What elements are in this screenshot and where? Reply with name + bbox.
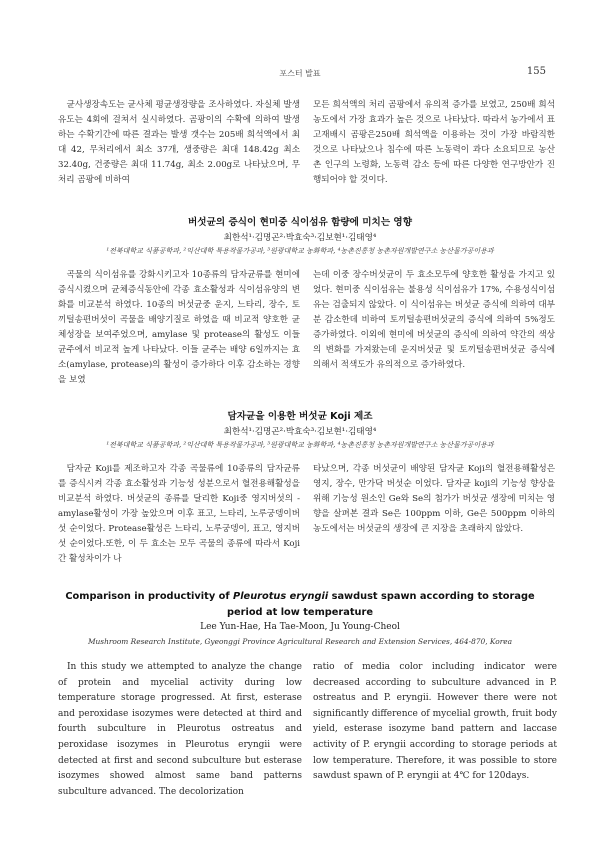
article2-right-column xyxy=(313,462,555,570)
article2-left-column xyxy=(58,462,300,570)
article3-authors: Lee Yun-Hae, Ha Tae-Moon, Ju Young-Cheol xyxy=(200,622,400,632)
top-right-column xyxy=(313,98,555,190)
article3-affiliation: Mushroom Research Institute, Gyeonggi Province Agricultural Research and Extension Services, 464-870, Korea xyxy=(87,637,513,646)
article3-left-paragraph: In this study we attempted to analyze the change of protein and mycelial activity during low temperature storage progressed. At first, esterase and peroxidase isozymes were detected at third and fourth subculture in Pleurotus ostreatus and peroxidase isozymes in Pleurotus eryngii were detected at first and second subculture but esterase isozymes showed almost same band patterns subculture advanced. The decolorization xyxy=(58,662,302,797)
article2-left-paragraph: 담자균 Koji를 제조하고자 각종 곡물류에 10종류의 담자균류를 증식시켜 각종 효소활성과 기능성 성분으로서 혈전용해활성을 비교분석 하였다. 버섯균의 종류를 달리한 Koji중 영지버섯의 -amylase활성이 가장 높았으며 이후 표고, 느타리, 노루궁뎅이버섯 순이었다. Protease활성은 느타리, 노루궁뎅이, 표고, 영지버섯 순이었다.또한, 이 두 효소는 모두 곡물의 종류에 따라서 Koji간 활성차이가 나 xyxy=(58,464,300,564)
top-left-column xyxy=(58,98,300,190)
top-right-paragraph: 모든 희석액의 처리 곰팡에서 유의적 증가를 보였고, 250배 희석농도에서 가장 효과가 높은 것으로 나타났다. 따라서 농가에서 표고재배시 곰팡은250배 희석액을 이용하는 것이 가장 바람직한 것으로 나타났으나 침수에 따른 노동력이 과다 소요되므로 농산촌 인구의 노령화, 노동력 감소 등에 따른 다양한 연구방안가 진행되어야 할 것이다. xyxy=(313,100,555,185)
top-left-paragraph: 균사생장속도는 균사체 평균생장량을 조사하였다. 자실체 발생유도는 4회에 걸쳐서 실시하였다. 곰팡이의 수확에 의하여 발생하는 수확기간에 따른 결과는 발생 갯수는 205배 희석액에서 최대 42, 무처리에서 최소 37개, 생중량은 최대 148.42g 최소 32.40g, 건중량은 최대 11.74g, 최소 2.00g로 나타났으며, 무처리 곰팡에 비하여 xyxy=(58,100,300,185)
article1-authors: 최한석¹·김명곤²·박효숙³·김보현¹·김태영⁴ xyxy=(223,233,377,243)
article2-title: 담자균을 이용한 버섯균 Koji 제조 xyxy=(227,411,373,422)
article3-title xyxy=(60,589,540,621)
article2-right-paragraph: 타났으며, 각종 버섯균이 배양된 담자균 Koji의 혈전용해활성은 영지, 장수, 만가닥 버섯순 이었다. 담자균 koji의 기능성 향상을 위해 기능성 원소인 Ge와 Se의 첨가가 버섯균 생장에 미치는 영향을 살펴본 결과 Se은 100ppm 이하, Ge은 500ppm 이하의 농도에서는 버섯균의 생장에 큰 지장을 초래하지 않았다. xyxy=(313,464,555,534)
article3-left-column xyxy=(58,660,302,800)
article1-left-paragraph: 곡물의 식이섬유를 강화시키고자 10종류의 담자균류를 현미에 증식시켰으며 균체증식동안에 각종 효소활성과 식이섬유양의 변화를 비교분석 하였다. 10종의 버섯균중 운지, 느타리, 장수, 토끼털송편버섯이 곡물을 배양기질로 하였을 때 비교적 양호한 균체성장을 보여주었으며, amylase 및 protease의 활성도 이들 균주에서 비교적 높게 나타났다. 이들 균주는 배양 6일까지는 효소(amylase, protease)의 활성이 증가하다 이후 감소하는 경향을 보였 xyxy=(58,270,300,385)
article1-right-column xyxy=(313,268,555,376)
article3-right-paragraph: ratio of media color including indicator were decreased according to subculture advanced in P. ostreatus and P. eryngii. However there were not significantly difference of mycelial growth, fruit body yield, esterase isozyme band pattern and laccase activity of P. eryngii according to storage periods at low temperature. Therefore, it was possible to store sawdust spawn of P. eryngii at 4℃ for 120days. xyxy=(313,662,557,782)
article3-title-species: Pleurotus eryngii xyxy=(233,591,329,602)
article2-affiliation: ¹전북대학교 식품공학과, ²익산대학 특용작물가공과, ³원광대학교 농화학과, ⁴농촌진흥청 농촌자원개발연구소 농산물가공이용과 xyxy=(106,441,494,449)
article3-right-column xyxy=(313,660,557,800)
article1-affiliation: ¹전북대학교 식품공학과, ²익산대학 특용작물가공과, ³원광대학교 농화학과, ⁴농촌진흥청 농촌자원개발연구소 농산물가공이용과 xyxy=(106,247,494,255)
page-number: 155 xyxy=(526,66,546,77)
article1-left-column xyxy=(58,268,300,385)
running-title: 포스터 발표 xyxy=(279,69,321,78)
article1-title: 버섯균의 증식이 현미중 식이섬유 함량에 미치는 영향 xyxy=(188,217,412,228)
article3-title-end: sawdust spawn according to storage period at low temperature xyxy=(226,591,535,618)
article3-title-start: Comparison in productivity of xyxy=(65,591,234,602)
article1-right-paragraph: 는데 이중 장수버섯균이 두 효소모두에 양호한 활성을 가지고 있었다. 현미중 식이섬유는 불용성 식이섬유가 17%, 수용성식이섬유는 검출되지 않았다. 이 식이섬유는 버섯균 증식에 의하여 대부분 감소한데 비하여 토끼털송편버섯균의 증식에 의하여 5%정도 증가하였다. 이외에 현미에 버섯균의 증식에 의하여 약간의 색상의 변화를 가져왔는데 운지버섯균 및 토끼털송편버섯균 증식에 의해서 적색도가 유의적으로 증가하였다. xyxy=(313,270,555,370)
article2-authors: 최한석¹·김명곤²·박효숙³·김보현¹·김태영⁴ xyxy=(223,427,377,437)
